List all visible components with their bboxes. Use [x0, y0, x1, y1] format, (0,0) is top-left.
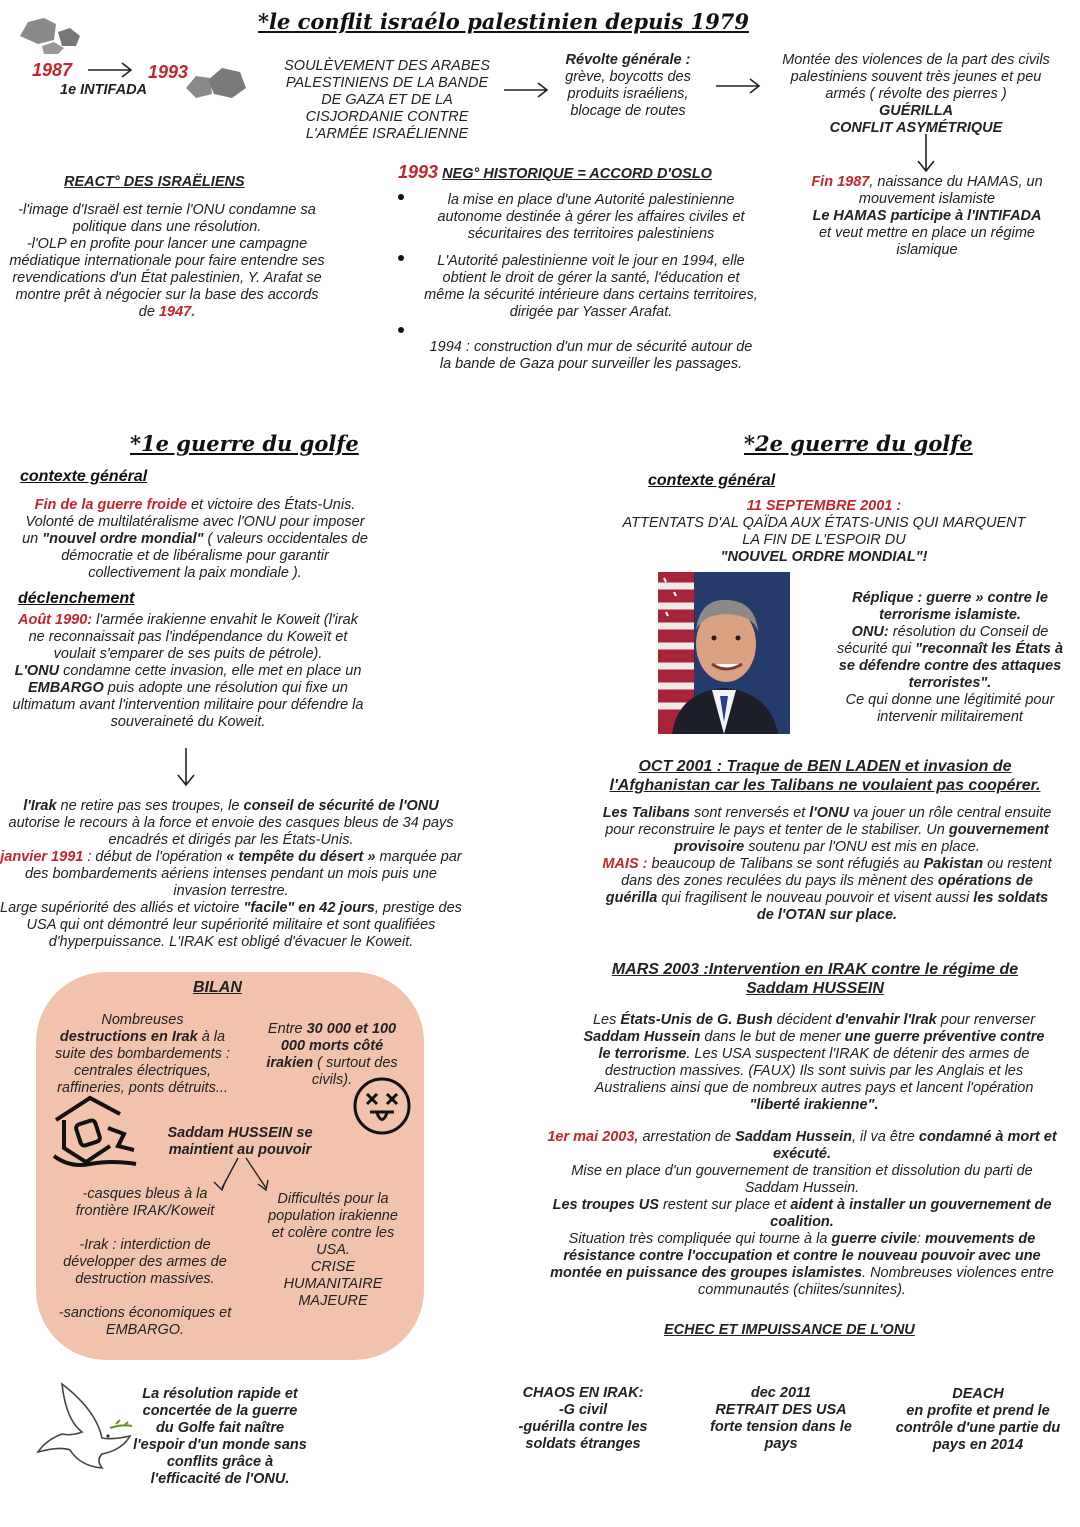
arrow-right-icon — [504, 82, 550, 98]
bush-portrait — [658, 572, 790, 734]
echec-label: ECHEC ET IMPUISSANCE DE L'ONU — [664, 1322, 915, 1338]
list-item: la mise en place d'une Autorité palestinienne autonome destinée à gérer les affaires civiles et sécuritaires des territoires palestiniens — [424, 192, 758, 243]
destroyed-house-icon — [50, 1094, 140, 1170]
hamas-text2: et veut mettre en place un régime islamique — [818, 224, 1035, 258]
dizzy-face-icon — [352, 1076, 412, 1136]
hamas-date: Fin 1987 — [811, 174, 870, 190]
violence-text: Montée des violences de la part des civils palestiniens souvent très jeunes et peu armés ( révolte des pierres ) — [782, 52, 1050, 102]
gulf1-trigger: Août 1990: l'armée irakienne envahit le Koweit (l'irak ne reconnaissait pas l'indépendance du Koweït et voulait s'emparer de ses puits de pétrole). L'ONU condamne cette invasion, elle met en place un EMBARGO puis adopte une résolution qui fixe un ultimatum avant l'intervention militaire pour défendre la souveraineté du Koweit. — [12, 612, 364, 730]
guerilla-label: GUÉRILLA — [878, 102, 954, 119]
arrow-right-icon — [88, 62, 134, 78]
revolt-title: Révolte générale : — [565, 52, 691, 68]
sept-text: ATTENTATS D'AL QAÏDA AUX ÉTATS-UNIS QUI MARQUENT LA FIN DE L'ESPOIR DU — [622, 514, 1026, 548]
gulf1-trigger-title: déclenchement — [18, 590, 135, 607]
reply-bold: Réplique : guerre » contre le terrorisme islamiste. — [852, 590, 1048, 623]
reply-b: Ce qui donne une légitimité pour intervenir militairement — [845, 691, 1055, 725]
chaos-text: CHAOS EN IRAK: -G civil -guérilla contre les soldats étranges — [518, 1385, 648, 1452]
year-1993: 1993 — [148, 62, 189, 82]
mars-title: MARS 2003 :Intervention en IRAK contre le régime de Saddam HUSSEIN — [611, 961, 1019, 997]
oslo-year: 1993 — [398, 162, 439, 182]
peace-text: La résolution rapide et concertée de la guerre du Golfe fait naître l'espoir d'un monde sans conflits grâce à l'efficacité de l'ONU. — [133, 1386, 307, 1487]
may-text: 1er mai 2003, arrestation de Saddam Hussein, il va être condamné à mort et exécuté. Mise en place d'un gouvernement de transition et dissolution du parti de Saddam Hussein. Les troupes US restent sur place et aident à installer un gouvernement de coalition. Situation très compliquée qui tourne à la guerre civile: mouvements de résistance contre l'occupation et contre le nouveau pouvoir avec une montée en puissance des groupes islamistes. Nombreuses violences entre communautés (chiites/sunnites). — [547, 1129, 1057, 1298]
react-year: 1947. — [158, 303, 196, 320]
bilan-right-a: Difficultés pour la population irakienne et colère contre les USA. — [268, 1191, 398, 1258]
gulf1-title: *1e guerre du golfe — [130, 431, 359, 456]
rocks-icon — [18, 12, 84, 54]
react-title: REACT° DES ISRAËLIENS — [64, 174, 245, 190]
year-1987: 1987 — [32, 60, 73, 80]
oct-text: Les Talibans sont renversés et l'ONU va jouer un rôle central ensuite pour reconstruire le pays et tenter de le stabiliser. Un gouvernement provisoire soutenu par l'ONU est mis en place. MAIS : beaucoup de Talibans se sont réfugiés au Pakistan ou restent dans des zones reculées du pays ils mènent des opérations de guérilla qui fragilisent le nouveau pouvoir et visent aussi les soldats de l'OTAN sur place. — [602, 805, 1052, 923]
asymmetric-label: CONFLIT ASYMÉTRIQUE — [829, 119, 1003, 136]
arrow-right-icon — [716, 78, 762, 94]
peace-dove-icon — [32, 1380, 136, 1484]
bilan-left-2: -Irak : interdiction de développer des armes de destruction massives. — [63, 1236, 227, 1287]
gulf2-context-title: contexte général — [648, 472, 776, 489]
bilan-deaths: Entre 30 000 et 100 000 morts côté irakien ( surtout des civils). — [266, 1021, 398, 1088]
uprising-text: SOULÈVEMENT DES ARABES PALESTINIENS DE LA BANDE DE GAZA ET DE LA CISJORDANIE CONTRE L'ARMÉE ISRAÉLIENNE — [284, 58, 490, 142]
list-item: L'Autorité palestinienne voit le jour en 1994, elle obtient le droit de gérer la santé, l'éducation et même la sécurité intérieure dans certains territoires, dirigée par Yasser Arafat. — [424, 253, 758, 321]
arrow-down-icon — [916, 134, 936, 174]
mars-text: Les États-Unis de G. Bush décident d'envahir l'Irak pour renverser Saddam Hussein dans le but de mener une guerre préventive contre le terrorisme. Les USA suspectent l'IRAK de détenir des armes de destruction massives. (FAUX) Ils sont suivis par les Anglais et les Australiens ainsi que de nombreux autres pays et lancent l'opération "liberté irakienne". — [583, 1012, 1045, 1113]
bilan-left-3: -sanctions économiques et EMBARGO. — [58, 1304, 232, 1338]
sept-bold: "NOUVEL ORDRE MONDIAL"! — [720, 548, 928, 565]
revolt-text: grève, boycotts des produits israéliens, blocage de routes — [565, 68, 691, 119]
gulf1-context-title: contexte général — [20, 468, 148, 485]
rocks-icon — [184, 60, 248, 102]
bilan-left-1: -casques bleus à la frontière IRAK/Koweit — [75, 1186, 215, 1219]
gulf2-title: *2e guerre du golfe — [744, 431, 973, 456]
sept-date: 11 SEPTEMBRE 2001 : — [746, 498, 902, 514]
bilan-saddam: Saddam HUSSEIN se maintient au pouvoir — [167, 1125, 313, 1158]
dec-text: dec 2011 RETRAIT DES USA forte tension dans le pays — [710, 1385, 852, 1452]
list-item: 1994 : construction d'un mur de sécurité autour de la bande de Gaza pour surveiller les passages. — [424, 339, 758, 373]
arrow-down-icon — [176, 748, 196, 788]
gulf1-context: Fin de la guerre froide et victoire des États-Unis. Volonté de multilatéralisme avec l'ONU pour imposer un "nouvel ordre mondial" ( valeurs occidentales de démocratie et de libéralisme pour garantir collectivement la paix mondiale ). — [22, 497, 368, 581]
intifada-label: 1e INTIFADA — [60, 82, 148, 98]
hamas-text1: , naissance du HAMAS, un mouvement islamiste — [858, 174, 1043, 207]
reply-a: résolution du Conseil de sécurité qui — [836, 623, 1049, 657]
deach-text: DEACH en profite et prend le contrôle d'une partie du pays en 2014 — [895, 1386, 1061, 1453]
bilan-right-b: CRISE HUMANITAIRE MAJEURE — [283, 1258, 383, 1309]
react-p2: -l'OLP en profite pour lancer une campagne médiatique internationale pour faire entendre ses revendications d'un État palestinien, Y. Arafat se montre prêt à négocier sur la base des accords de — [9, 235, 325, 320]
gulf1-war: l'Irak ne retire pas ses troupes, le conseil de sécurité de l'ONU autorise le recours à la force et envoie des casques bleus de 34 pays encadrés et dirigés par les États-Unis. janvier 1991 : début de l'opération « tempête du désert » marquée par des bombardements aériens intenses pendant un mois puis une invasion terrestre. Large supériorité des alliés et victoire "facile" en 42 jours, prestige des USA qui ont démontré leur supériorité militaire et sont qualifiées d'hyperpuissance. L'IRAK est obligé d'évacuer le Koweit. — [0, 798, 462, 950]
conflict-title: *le conflit israélo palestinien depuis 1979 — [258, 9, 749, 34]
react-p1: -l'image d'Israël est ternie l'ONU condamne sa politique dans une résolution. — [18, 202, 316, 235]
oct-title: OCT 2001 : Traque de BEN LADEN et invasion de l'Afghanistan car les Talibans ne voulaient pas coopérer. — [609, 758, 1041, 794]
reply-quote: "reconnaît les États à se défendre contre des attaques terroristes". — [838, 640, 1064, 691]
hamas-bold: Le HAMAS participe à l'INTIFADA — [812, 207, 1042, 224]
reply-onu: ONU: — [851, 623, 889, 640]
bilan-title: BILAN — [193, 979, 242, 996]
oslo-title: NEG° HISTORIQUE = ACCORD D'OSLO — [442, 166, 712, 182]
bilan-destructions: Nombreuses destructions en Irak à la suite des bombardements : centrales électriques, raffineries, ponts détruits... — [55, 1012, 230, 1096]
